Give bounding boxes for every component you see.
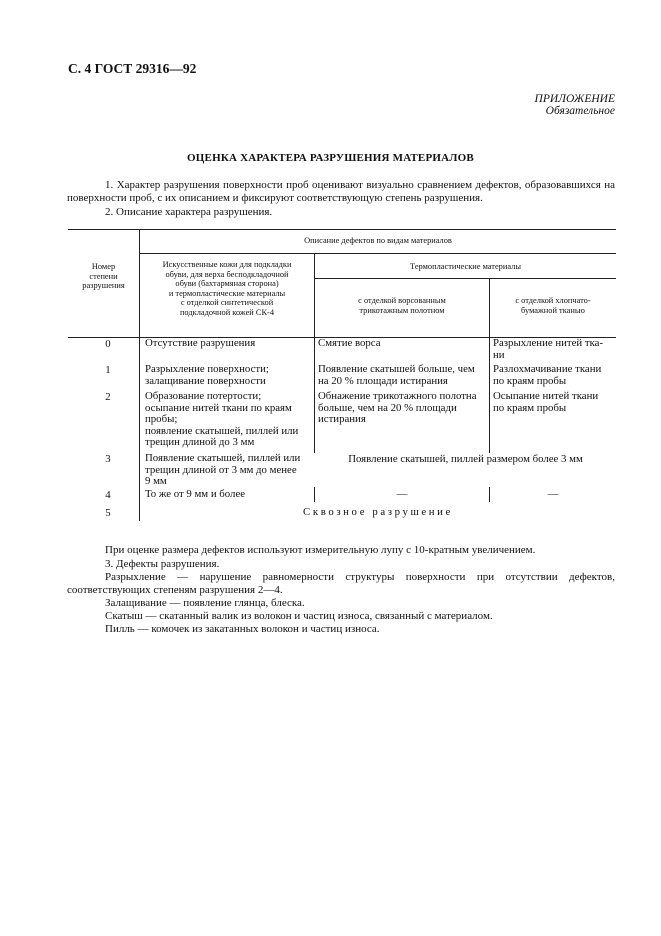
row-4-number: 4 <box>105 489 111 501</box>
header-defects-description: Описание дефектов по видам материалов <box>304 236 452 245</box>
table-divider-b <box>489 278 490 338</box>
note-definition-roll: Скатыш — скатанный валик из волокон и частиц износа, связанный с материалом. <box>105 610 493 622</box>
row-3-thermoplastic-merged: Появление скатышей, пиллей размером более 3 мм <box>348 453 583 465</box>
row-1-artificial: Разрыхление поверхности; залащивание поверхности <box>145 363 269 387</box>
note-definition-glazing: Залащивание — появление глянца, блеска. <box>105 597 305 609</box>
row-2-artificial: Образование потертости; осыпание нитей ткани по краям пробы; появление скатышей, пиллей или трещин длиной до 3 мм <box>145 390 299 448</box>
row-2-cotton: Осыпание нитей ткани по краям пробы <box>493 390 599 414</box>
row-1-number: 1 <box>105 364 111 376</box>
row-5-merged: Сквозное разрушение <box>303 506 453 518</box>
row-1-cotton: Разлохмачивание ткани по краям пробы <box>493 363 602 387</box>
header-number-column: Номер степени разрушения <box>82 262 125 291</box>
table-top-rule <box>68 229 616 230</box>
appendix-title: ПРИЛОЖЕНИЕ <box>534 93 615 105</box>
intro-paragraph-1: 1. Характер разрушения поверхности проб оценивают визуально сравнением дефектов, образовавшихся на поверхности проб, с их описанием и фиксируют соответствующую степень разрушения. <box>67 179 615 204</box>
header-knitted-finish: с отделкой ворсованным трикотажным полотном <box>358 296 446 315</box>
appendix-label <box>535 93 615 117</box>
header-artificial-leather: Искусственные кожи для подкладки обуви, для верха бесподкладочной обуви (бахтармяная сторона) и термопластические материалы с отделкой синтетической подкладочной кожей СК-4 <box>162 260 292 317</box>
table-divider-a <box>314 253 315 338</box>
row-0-artificial: Отсутствие разрушения <box>145 337 256 349</box>
row-4-artificial: То же от 9 мм и более <box>145 488 246 500</box>
intro-paragraph-2: 2. Описание характера разрушения. <box>105 206 273 218</box>
row-5-number: 5 <box>105 507 111 519</box>
row-2-number: 2 <box>105 391 111 403</box>
header-cotton-finish: с отделкой хлопчато- бумажной тканью <box>515 296 591 315</box>
table-rule-thermo <box>314 278 616 279</box>
row-2-knitted: Обнажение трикотажного полотна больше, чем на 20 % площади истирания <box>318 390 477 425</box>
row-4-cotton: — <box>547 488 559 500</box>
row-0-knitted: Смятие ворса <box>318 337 381 349</box>
page-header: С. 4 ГОСТ 29316—92 <box>68 61 197 76</box>
row-0-cotton: Разрыхление нитей тка- ни <box>493 337 604 361</box>
header-thermoplastic: Термопластические материалы <box>410 262 521 271</box>
note-defects-heading: 3. Дефекты разрушения. <box>105 558 220 570</box>
table-rule-defects <box>139 253 616 254</box>
table-divider-num <box>139 229 140 521</box>
note-definition-pill: Пилль — комочек из закатанных волокон и частиц износа. <box>105 623 380 635</box>
row-3-artificial: Появление скатышей, пиллей или трещин длиной от 3 мм до менее 9 мм <box>145 452 301 487</box>
note-definition-loosening: Разрыхление — нарушение равномерности структуры поверхности при отсутствии дефектов, соответствующих степеням разрушения 2—4. <box>67 571 615 596</box>
row-3-number: 3 <box>105 453 111 465</box>
row-1-knitted: Появление скатышей больше, чем на 20 % площади истирания <box>318 363 475 387</box>
row-4-knitted: — <box>396 488 408 500</box>
row-0-number: 0 <box>105 338 111 350</box>
appendix-subtitle: Обязательное <box>545 105 615 117</box>
note-magnifier: При оценке размера дефектов используют измерительную лупу с 10-кратным увеличением. <box>105 544 536 556</box>
document-title: ОЦЕНКА ХАРАКТЕРА РАЗРУШЕНИЯ МАТЕРИАЛОВ <box>187 152 474 164</box>
